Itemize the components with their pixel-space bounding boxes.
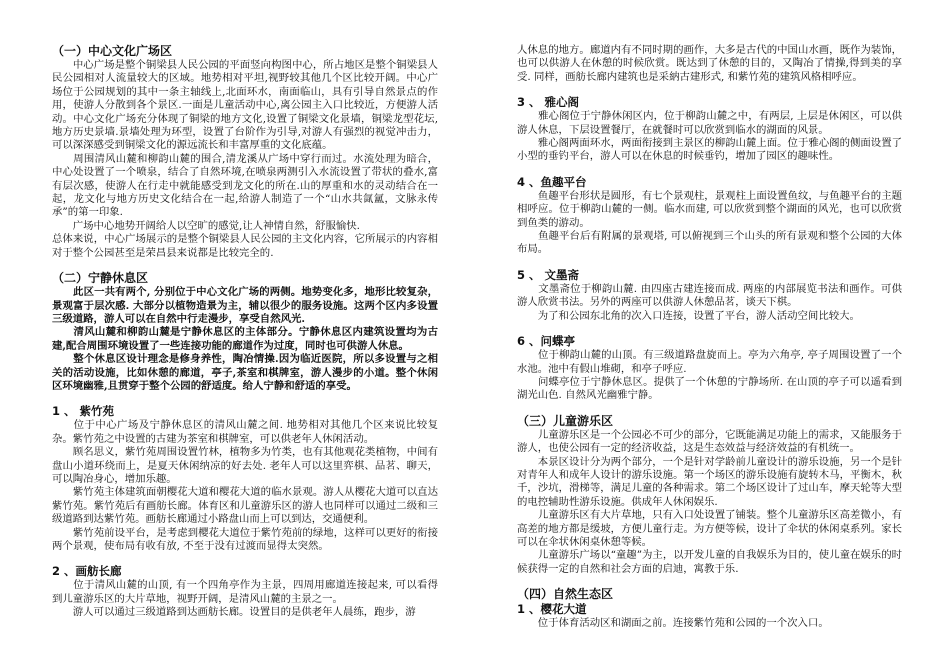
paragraph: 为了和公园东北角的次入口连接，设置了平台，游人活动空间比较大。 — [517, 309, 860, 322]
subsection-title-butterfly-pavilion: 6 、问蝶亭 — [517, 334, 576, 349]
subsection-title-huafang-corridor: 2 、画舫长廊 — [52, 564, 122, 579]
paragraph: 本景区设计分为两个部分，一个是针对学龄前儿童设计的游乐设施，另一个是针对青年人和成年人设计的游乐设施。第一个场区的游乐设施有旋转木马，平衡木，秋千，沙坑，滑梯等，满足儿童的各种需求。第二个场区设计了过山车，摩天轮等大型的电控辅助性游乐设施。供成年人休闲娱乐. — [517, 455, 902, 508]
bold-paragraph: 此区一共有两个, 分别位于中心文化广场的两侧。地势变化多，地形比较复杂，景观富于层次感. 大部分以植物造景为主，辅以很少的服务设施。这两个区内多设置三级道路，游人可以在自然中行走漫步，享受自然风光. — [52, 286, 438, 325]
paragraph: 周围清风山麓和柳韵山麓的围合,清龙溪从广场中穿行而过。水流处理为暗合，中心处设置了一个喷泉，结合了自然环境,在喷泉两测引入水流设置了带状的叠水,富有层次感，使游人在行走中就能感受到龙文化的所在.山的厚重和水的灵动结合在一起，龙文化与地方历史文化结合在一起,给游人制造了一个“山水共氤氲，文脉永传承”的第一印象. — [52, 152, 438, 219]
subsection-title-zizhuyuan: 1 、 紫竹苑 — [52, 404, 115, 419]
paragraph: 位于清风山麓的山顶, 有一个四角亭作为主景，四周用廊道连接起来, 可以看得到儿童游乐区的大片草地，视野开阔，是清风山麓的主景之一。 — [52, 579, 438, 605]
paragraph: 位于中心广场及宁静休息区的清风山麓之间. 地势相对其他几个区来说比较复杂。紫竹苑之中设置的古建为茶室和棋牌室，可以供老年人休闲活动。 — [52, 419, 438, 445]
subsection-title-cherry-avenue: 1 、樱花大道 — [517, 602, 587, 617]
subsection-title-wenmozhai: 5 、 文墨斋 — [517, 267, 580, 282]
paragraph: 雅心阁位于宁静休闲区内，位于柳韵山麓之中，有两层, 上层是休闲区，可以供游人休息，下层设置餐厅，在就餐时可以欣赏到临水的湖面的风景。 — [517, 110, 902, 136]
paragraph: 总体来说，中心广场展示的是整个铜梁县人民公园的主文化内容，它所展示的内容相对于整个公园甚至是荣昌县来说都是比较完全的. — [52, 233, 438, 259]
paragraph: 鱼趣平台形状是圆形，有七个景观柱，景观柱上面设置鱼纹，与鱼趣平台的主题相呼应。位于柳韵山麓的一侧。临水而建, 可以欣赏到整个湖面的风光，也可以欣赏到鱼类的游动。 — [517, 189, 902, 229]
bold-paragraph: 整个休息区设计理念是修身养性，陶冶情操.因为临近医院，所以多设置与之相关的活动设施，比如休憩的廊道，亭子,茶室和棋牌室，游人漫步的小道。整个休闲区环境幽雅,且贯穿于整个公园的舒适度。给人宁静和舒适的享受。 — [52, 353, 438, 392]
left-column — [52, 44, 438, 620]
subsection-title-fish-platform: 4 、鱼趣平台 — [517, 174, 587, 189]
paragraph: 文墨斋位于柳韵山麓. 由四座古建连接而成. 两座的内部展览书法和画作。可供游人欣赏书法。另外的两座可以供游人休憩品茗，谈天下棋。 — [517, 282, 902, 309]
subsection-title-yaxinge: 3 、 雅心阁 — [517, 95, 580, 110]
section-title-children-playground: （三）儿童游乐区 — [517, 413, 614, 428]
paragraph: 顾名思义，紫竹苑周围设置竹林，植物多为竹类，也有其他观花类植物，中间有盘山小道环绕而上，是夏天休闲纳凉的好去处. 老年人可以这里弈棋、品茗、聊天，可以陶冶身心，增加乐趣。 — [52, 446, 438, 485]
section-title-quiet-rest-area: （二）宁静休息区 — [52, 271, 149, 286]
paragraph: 紫竹苑前设平台，是考虑到樱花大道位于紫竹苑前的绿地，这样可以更好的衔接两个景观，使布局有收有放, 不至于没有过渡而显得太突然。 — [52, 526, 438, 552]
paragraph: 游人可以通过三级道路到达画舫长廊。设置目的是供老年人晨练，跑步，游 — [52, 606, 416, 619]
paragraph: 位于体育活动区和湖面之前。连接紫竹苑和公园的一个次入口。 — [517, 617, 829, 630]
paragraph: 广场中心地势开阔给人以空旷的感觉,让人神情自然，舒服愉快. — [52, 219, 360, 232]
paragraph: 位于柳韵山麓的山顶。有三级道路盘旋而上。亭为六角亭, 亭子周围设置了一个水池。池中有假山堆砌，和亭子呼应. — [517, 349, 902, 375]
section-title-natural-ecology: （四）自然生态区 — [517, 587, 614, 602]
paragraph: 鱼趣平台后有附属的景观塔, 可以俯视到三个山头的所有景观和整个公园的大体布局。 — [517, 230, 902, 256]
paragraph: 人休息的地方。廊道内有不同时期的画作，大多是古代的中国山水画，既作为装饰，也可以供游人在休憩的时候欣赏。既达到了休憩的目的，又陶冶了情操,得到美的享受. 同样，画舫长廊内建筑也是采納古建形式, 和紫竹苑的建筑风格相呼应。 — [517, 44, 902, 83]
section-title-central-square: （一）中心文化广场区 — [52, 44, 173, 58]
bold-paragraph: 清风山麓和柳韵山麓是宁静休息区的主体部分。宁静休息区内建筑设置均为古建,配合周围环境设置了一些连接功能的廊道作为过度，同时也可供游人休息。 — [52, 326, 438, 352]
paragraph: 雅心阁两面环水，两面衔接到主景区的柳韵山麓上面。位于雅心阁的侧面设置了小型的垂钓平台，游人可以在休息的时候垂钓，增加了园区的趣味性。 — [517, 137, 902, 163]
paragraph: 中心广场是整个铜梁县人民公园的平面竖向构图中心，所占地区是整个铜梁县人民公园相对人流量较大的区域。地势相对平坦,视野较其他几个区比较开阔。中心广场位于公园规划的其中一条主轴线上,北面环水，南面临山，具有引导自然景点的作用，使游人分散到各个景区.一面是儿童活动中心,离公园主入口比较近，方便游人活动。中心文化广场充分体现了铜梁的地方文化,设置了铜梁文化景墙，铜梁龙型花坛,地方历史景墙.景墙处理为环型，设置了台阶作为引导,对游人有强烈的视觉冲击力，可以深深感受到铜梁文化的源远流长和丰富厚重的文化底蕴。 — [52, 59, 438, 152]
right-column — [517, 44, 902, 631]
paragraph: 儿童游乐区有大片草地，只有入口处设置了铺装。整个儿童游乐区高差微小，有高差的地方都是缓坡，方便儿童行走。为方便等候，设计了伞状的休闲桌系列。家长可以在伞状休闲桌休憩等候。 — [517, 509, 902, 548]
paragraph: 儿童游乐广场以“童趣”为主，以开发儿童的自我娱乐为目的，使儿童在娱乐的时候获得一定的自然和社会方面的启迪，寓教于乐. — [517, 549, 902, 575]
paragraph: 问蝶亭位于宁静休息区。提供了一个休憩的宁静场所. 在山顶的亭子可以遥看到湖光山色. 自然风光幽雅宁静。 — [517, 375, 902, 402]
paragraph: 紫竹苑主体建筑面朝樱花大道和樱花大道的临水景观。游人从樱花大道可以直达紫竹苑。紫竹苑后有画舫长廊。体育区和儿童游乐区的游人也同样可以通过二级和三级道路到达紫竹苑。画舫长廊通过小路盘山而上可以到达，交通便利。 — [52, 486, 438, 526]
paragraph: 儿童游乐区是一个公园必不可少的部分，它既能满足功能上的需求，又能服务于游人，也使公园有一定的经济收益，这是生态效益与经济效益的有机统一。 — [517, 428, 902, 455]
